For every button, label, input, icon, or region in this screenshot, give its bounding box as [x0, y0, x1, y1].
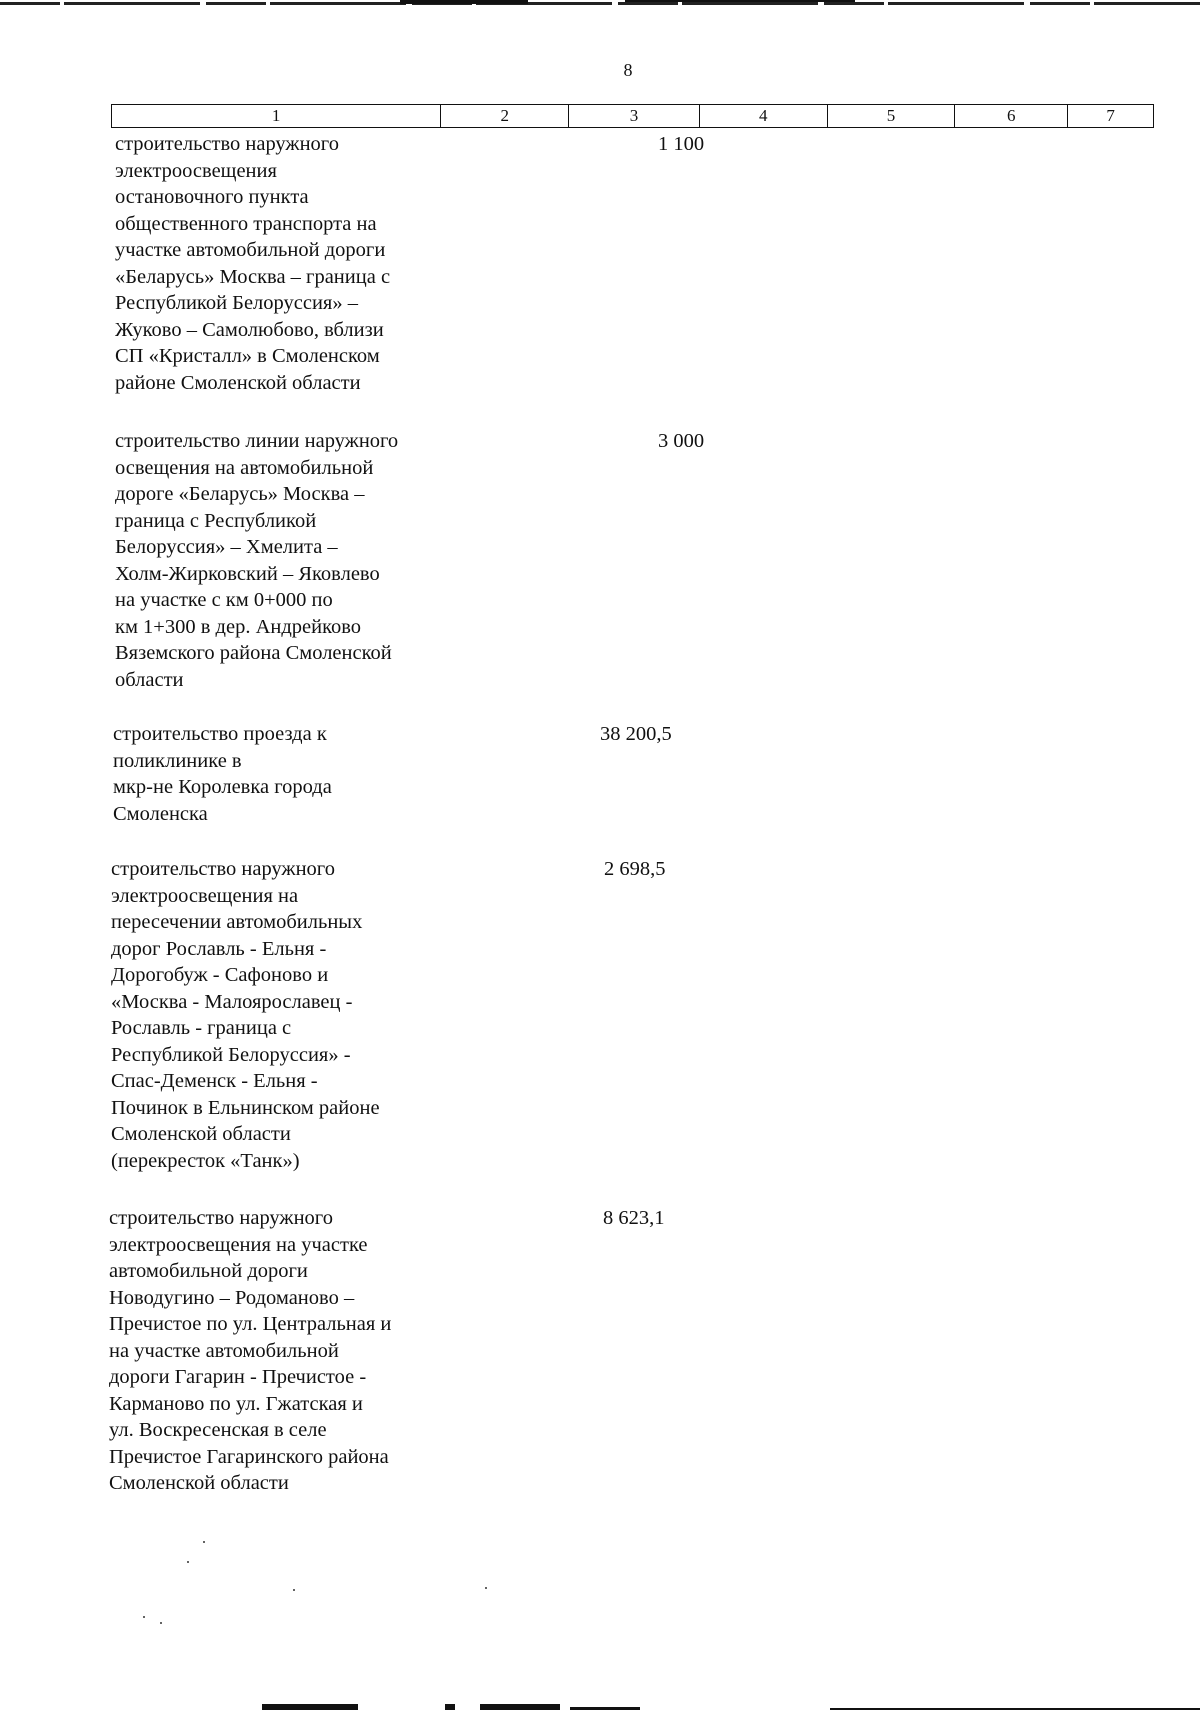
column-header-3: 3: [569, 105, 700, 127]
column-header-1: 1: [112, 105, 441, 127]
row-value: 3 000: [658, 430, 705, 452]
scan-speck: [187, 1561, 189, 1563]
scan-speck: [293, 1589, 295, 1591]
row-value: 1 100: [658, 133, 705, 155]
page-number: 8: [623, 60, 633, 80]
row-value: 2 698,5: [604, 858, 666, 880]
column-header-2: 2: [441, 105, 569, 127]
scan-speck: [485, 1587, 487, 1589]
column-header-7: 7: [1106, 106, 1115, 125]
row-description: строительство наружного электроосвещения на пересечении автомобильных дорог Рославль - Ельня - Дорогобуж - Сафоново и «Москва - Малоярославец - Рославль - граница с Республикой Белоруссия» - Спас-Деменск - Ельня - Починок в Ельнинском районе Смоленской области (перекресток «Танк»): [111, 858, 380, 1172]
column-header-6: 6: [955, 105, 1068, 127]
scan-artifact-bar: [445, 1704, 455, 1710]
column-header-row: [111, 104, 1154, 128]
scan-speck: [160, 1622, 162, 1624]
column-header-4: 4: [700, 105, 828, 127]
row-description: строительство проезда к поликлинике в мкр-не Королевка города Смоленска: [113, 723, 332, 825]
scan-artifact-bar: [625, 0, 855, 2]
scan-speck: [203, 1541, 205, 1543]
column-header-5: 5: [828, 105, 956, 127]
scan-speck: [143, 1616, 145, 1618]
row-value: 8 623,1: [603, 1207, 665, 1229]
row-value: 38 200,5: [600, 723, 672, 745]
row-description: строительство наружного электроосвещения остановочного пункта общественного транспорта на участке автомобильной дороги «Беларусь» Москва – граница с Республикой Белоруссия» – Жуково – Самолюбово, вблизи СП «Кристалл» в Смоленском районе Смоленской области: [115, 133, 391, 394]
row-description: строительство наружного электроосвещения на участке автомобильной дороги Новодугино – Родоманово – Пречистое по ул. Центральная и на участке автомобильной дороги Гагарин - Пречистое - Карманово по ул. Гжатская и ул. Воскресенская в селе Пречистое Гагаринского района Смоленской области: [109, 1207, 392, 1494]
scan-artifact-bar: [480, 1704, 560, 1710]
scan-artifact-bar: [262, 1704, 358, 1710]
scan-artifact-bar: [400, 0, 528, 4]
row-description: строительство линии наружного освещения на автомобильной дороге «Беларусь» Москва – граница с Республикой Белоруссия» – Хмелита – Холм-Жирковский – Яковлево на участке с км 0+000 по км 1+300 в дер. Андрейково Вяземского района Смоленской области: [115, 430, 399, 691]
scan-artifact-top: [0, 2, 1200, 5]
